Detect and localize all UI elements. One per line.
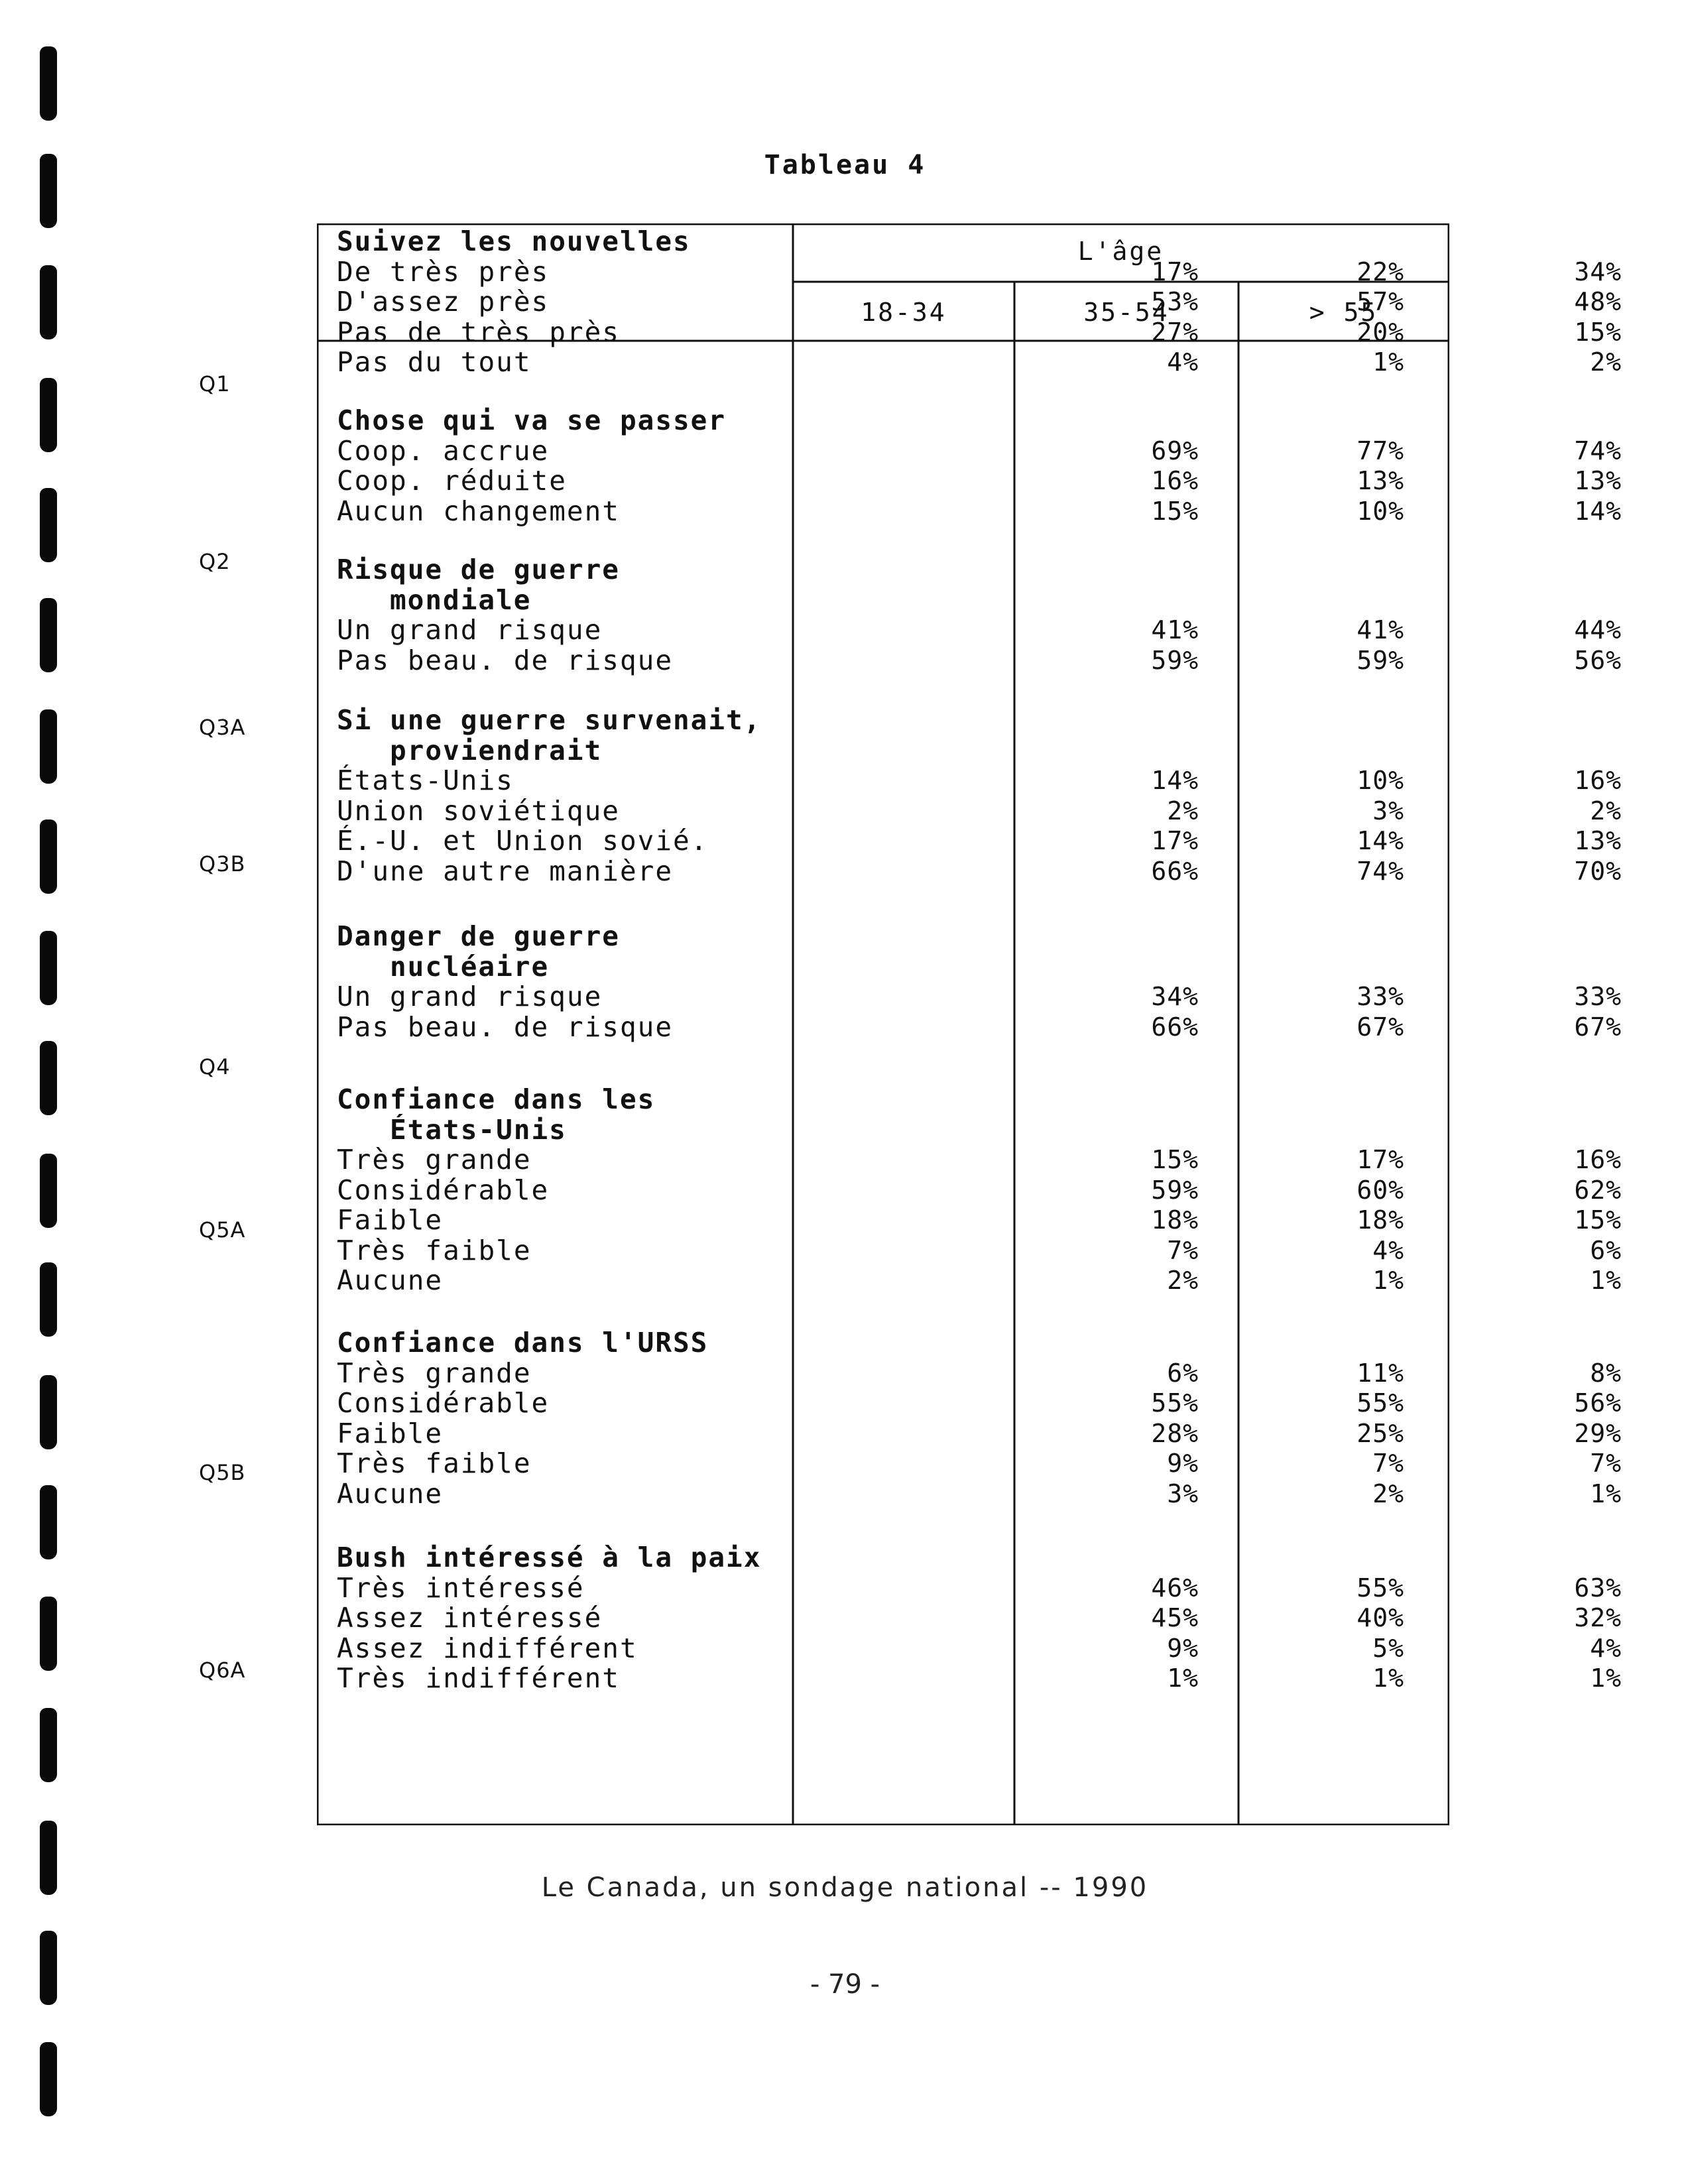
row-label: Aucun changement: [337, 495, 620, 527]
cell-value: 11%: [1357, 1358, 1404, 1388]
cell-value: 18%: [1357, 1205, 1404, 1235]
binding-hole: [40, 709, 57, 784]
section-heading: [317, 555, 1449, 585]
section-q5b: [317, 1327, 1622, 1510]
table-row: [317, 1010, 1622, 1043]
row-label: Coop. accrue: [337, 434, 550, 467]
section-q6a: [317, 1542, 1622, 1694]
cell-value: 27%: [1151, 317, 1199, 347]
cell-value: 48%: [1574, 287, 1622, 316]
section-heading-text: Si une guerre survenait,: [337, 704, 762, 736]
section-heading: [317, 585, 1449, 616]
page-number: - 79 -: [810, 1969, 880, 2000]
cell-value: 74%: [1357, 856, 1404, 886]
cell-value: 20%: [1357, 317, 1404, 347]
binding-holes: [37, 0, 61, 2184]
section-heading: [317, 736, 1449, 766]
question-code: Q4: [199, 1054, 231, 1079]
age-group-header: L'âge: [1077, 237, 1164, 266]
cell-value: 2%: [1590, 347, 1622, 377]
row-label: Très grande: [337, 1144, 532, 1176]
cell-value: 22%: [1357, 257, 1404, 286]
binding-hole: [40, 1375, 57, 1449]
row-label: Considérable: [337, 1174, 550, 1206]
table-row: [317, 1174, 1622, 1206]
cell-value: 66%: [1151, 856, 1199, 886]
cell-value: 3%: [1372, 796, 1404, 825]
table-row: [317, 346, 1622, 378]
cell-value: 9%: [1167, 1633, 1199, 1663]
table-row: [317, 465, 1622, 497]
cell-value: 14%: [1574, 496, 1622, 526]
binding-hole: [40, 1597, 57, 1671]
row-label: De très près: [337, 255, 550, 288]
binding-hole: [40, 46, 57, 121]
cell-value: 2%: [1590, 796, 1622, 825]
cell-value: 28%: [1151, 1418, 1199, 1448]
results-table: [317, 223, 1622, 1825]
binding-hole: [40, 1154, 57, 1228]
question-code: Q2: [199, 549, 231, 574]
cell-value: 17%: [1151, 826, 1199, 855]
cell-value: 6%: [1590, 1235, 1622, 1265]
table-row: [317, 981, 1622, 1012]
cell-value: 13%: [1357, 466, 1404, 495]
section-heading-text: Confiance dans les: [337, 1083, 656, 1115]
row-label: Très intéressé: [337, 1571, 585, 1604]
cell-value: 4%: [1590, 1633, 1622, 1663]
section-heading-text: Confiance dans l'URSS: [337, 1327, 709, 1359]
cell-value: 45%: [1151, 1603, 1199, 1632]
cell-value: 33%: [1574, 982, 1622, 1011]
cell-value: 62%: [1574, 1175, 1622, 1205]
cell-value: 17%: [1357, 1145, 1404, 1174]
row-label: Faible: [337, 1417, 444, 1449]
column-header-18-34: 18-34: [861, 298, 947, 327]
cell-value: 55%: [1151, 1388, 1199, 1418]
cell-value: 16%: [1574, 766, 1622, 795]
cell-value: 56%: [1574, 1388, 1622, 1418]
cell-value: 57%: [1357, 287, 1404, 316]
section-heading: [317, 1328, 1449, 1359]
table-row: [317, 495, 1622, 527]
table-row: [317, 286, 1622, 318]
table-row: [317, 1602, 1622, 1634]
question-code: Q3B: [199, 851, 246, 877]
section-q3a: [317, 554, 1622, 676]
cell-value: 6%: [1167, 1358, 1199, 1388]
question-code: Q1: [199, 371, 231, 396]
cell-value: 67%: [1357, 1012, 1404, 1042]
row-label: Pas de très près: [337, 316, 620, 348]
cell-value: 4%: [1167, 347, 1199, 377]
cell-value: 29%: [1574, 1418, 1622, 1448]
cell-value: 1%: [1590, 1266, 1622, 1295]
table-row: [317, 316, 1622, 348]
section-heading-text: Suivez les nouvelles: [337, 225, 691, 257]
binding-hole: [40, 378, 57, 452]
row-label: Assez intéressé: [337, 1602, 603, 1634]
section-heading: [317, 406, 1449, 436]
question-code: Q5B: [199, 1460, 246, 1485]
cell-value: 77%: [1357, 436, 1404, 465]
section-q2: [317, 404, 1622, 527]
row-label: Coop. réduite: [337, 465, 567, 497]
cell-value: 16%: [1574, 1145, 1622, 1174]
binding-hole: [40, 2042, 57, 2116]
section-heading-text: proviendrait: [390, 734, 603, 766]
cell-value: 2%: [1167, 1266, 1199, 1295]
table-row: [317, 1477, 1622, 1510]
table-title: Tableau 4: [764, 150, 926, 180]
cell-value: 40%: [1357, 1603, 1404, 1632]
table-row: [317, 434, 1622, 467]
table-row: [317, 1204, 1622, 1236]
table-row: [317, 614, 1622, 646]
row-label: Pas beau. de risque: [337, 644, 673, 676]
cell-value: 1%: [1372, 1664, 1404, 1693]
table-row: [317, 794, 1622, 827]
binding-hole: [40, 488, 57, 562]
table-row: [317, 1264, 1622, 1296]
section-heading-text: nucléaire: [390, 950, 550, 983]
table-row: [317, 1387, 1622, 1419]
cell-value: 25%: [1357, 1418, 1404, 1448]
table-row: [317, 825, 1622, 857]
cell-value: 59%: [1151, 645, 1199, 675]
cell-value: 13%: [1574, 826, 1622, 855]
section-q5a: [317, 1083, 1622, 1296]
table-row: [317, 855, 1622, 887]
row-label: Pas du tout: [337, 346, 532, 378]
cell-value: 13%: [1574, 466, 1622, 495]
cell-value: 34%: [1574, 257, 1622, 286]
section-heading-text: Bush intéressé à la paix: [337, 1542, 762, 1573]
cell-value: 1%: [1590, 1479, 1622, 1508]
section-heading: [317, 1085, 1449, 1115]
cell-value: 60%: [1357, 1175, 1404, 1205]
column-header-35-54: 35-54: [1083, 298, 1170, 327]
cell-value: 15%: [1574, 1205, 1622, 1235]
row-label: Très faible: [337, 1447, 532, 1479]
table-row: [317, 1447, 1622, 1479]
footer-caption: Le Canada, un sondage national -- 1990: [541, 1872, 1149, 1903]
cell-value: 10%: [1357, 766, 1404, 795]
section-heading-text: mondiale: [390, 583, 532, 616]
table-row: [317, 1357, 1622, 1389]
row-label: Un grand risque: [337, 981, 603, 1012]
question-codes: [199, 0, 278, 2184]
cell-value: 14%: [1357, 826, 1404, 855]
cell-value: 67%: [1574, 1012, 1622, 1042]
row-label: Assez indifférent: [337, 1632, 638, 1664]
table-row: [317, 644, 1622, 676]
cell-value: 7%: [1590, 1449, 1622, 1478]
row-label: Considérable: [337, 1387, 550, 1419]
cell-value: 5%: [1372, 1633, 1404, 1663]
section-heading: [317, 705, 1449, 736]
cell-value: 15%: [1574, 317, 1622, 347]
row-label: Aucune: [337, 1264, 444, 1296]
cell-value: 17%: [1151, 257, 1199, 286]
row-label: Faible: [337, 1204, 444, 1236]
binding-hole: [40, 819, 57, 894]
cell-value: 7%: [1372, 1449, 1404, 1478]
cell-value: 63%: [1574, 1573, 1622, 1603]
row-label: D'assez près: [337, 286, 550, 318]
table-row: [317, 1571, 1622, 1604]
row-label: É.-U. et Union sovié.: [337, 825, 709, 857]
cell-value: 1%: [1590, 1664, 1622, 1693]
binding-hole: [40, 1708, 57, 1782]
section-q3b: [317, 704, 1622, 887]
cell-value: 66%: [1151, 1012, 1199, 1042]
table-row: [317, 1144, 1622, 1176]
row-label: Union soviétique: [337, 794, 620, 827]
cell-value: 44%: [1574, 615, 1622, 644]
section-heading: [317, 1543, 1449, 1573]
cell-value: 18%: [1151, 1205, 1199, 1235]
binding-hole: [40, 265, 57, 339]
row-label: Très grande: [337, 1357, 532, 1389]
cell-value: 56%: [1574, 645, 1622, 675]
binding-hole: [40, 598, 57, 672]
section-heading: [317, 952, 1449, 983]
row-label: Pas beau. de risque: [337, 1010, 673, 1043]
row-label: États-Unis: [337, 764, 514, 796]
section-heading: [317, 922, 1449, 952]
cell-value: 14%: [1151, 766, 1199, 795]
row-label: Très indifférent: [337, 1662, 620, 1694]
section-q4: [317, 920, 1622, 1043]
binding-hole: [40, 1262, 57, 1337]
cell-value: 2%: [1372, 1479, 1404, 1508]
cell-value: 7%: [1167, 1235, 1199, 1265]
row-label: Aucune: [337, 1477, 444, 1510]
question-code: Q5A: [199, 1217, 246, 1243]
cell-value: 1%: [1372, 347, 1404, 377]
cell-value: 1%: [1167, 1664, 1199, 1693]
question-code: Q3A: [199, 715, 246, 740]
cell-value: 55%: [1357, 1388, 1404, 1418]
cell-value: 10%: [1357, 496, 1404, 526]
cell-value: 9%: [1167, 1449, 1199, 1478]
binding-hole: [40, 931, 57, 1005]
cell-value: 55%: [1357, 1573, 1404, 1603]
cell-value: 15%: [1151, 1145, 1199, 1174]
cell-value: 59%: [1357, 645, 1404, 675]
cell-value: 1%: [1372, 1266, 1404, 1295]
row-label: Très faible: [337, 1234, 532, 1266]
binding-hole: [40, 1485, 57, 1559]
section-heading-text: États-Unis: [390, 1113, 567, 1146]
cell-value: 15%: [1151, 496, 1199, 526]
column-header-55-plus: > 55: [1309, 298, 1378, 327]
cell-value: 70%: [1574, 856, 1622, 886]
cell-value: 74%: [1574, 436, 1622, 465]
cell-value: 41%: [1357, 615, 1404, 644]
cell-value: 8%: [1590, 1358, 1622, 1388]
section-heading-text: Risque de guerre: [337, 554, 620, 585]
cell-value: 53%: [1151, 287, 1199, 316]
cell-value: 16%: [1151, 466, 1199, 495]
table-row: [317, 255, 1622, 288]
table-row: [317, 1417, 1622, 1449]
section-q1: [317, 225, 1622, 378]
cell-value: 59%: [1151, 1175, 1199, 1205]
table-row: [317, 1234, 1622, 1266]
table-row: [317, 764, 1622, 796]
cell-value: 34%: [1151, 982, 1199, 1011]
cell-value: 33%: [1357, 982, 1404, 1011]
section-heading: [317, 1115, 1449, 1146]
cell-value: 3%: [1167, 1479, 1199, 1508]
cell-value: 2%: [1167, 796, 1199, 825]
section-heading: [317, 227, 1449, 257]
table-row: [317, 1662, 1622, 1694]
row-label: D'une autre manière: [337, 855, 673, 887]
cell-value: 32%: [1574, 1603, 1622, 1632]
cell-value: 69%: [1151, 436, 1199, 465]
section-heading-text: Chose qui va se passer: [337, 404, 727, 436]
table-row: [317, 1632, 1622, 1664]
cell-value: 41%: [1151, 615, 1199, 644]
row-label: Un grand risque: [337, 614, 603, 646]
section-heading-text: Danger de guerre: [337, 920, 620, 952]
cell-value: 46%: [1151, 1573, 1199, 1603]
question-code: Q6A: [199, 1658, 246, 1683]
binding-hole: [40, 1041, 57, 1115]
cell-value: 4%: [1372, 1235, 1404, 1265]
